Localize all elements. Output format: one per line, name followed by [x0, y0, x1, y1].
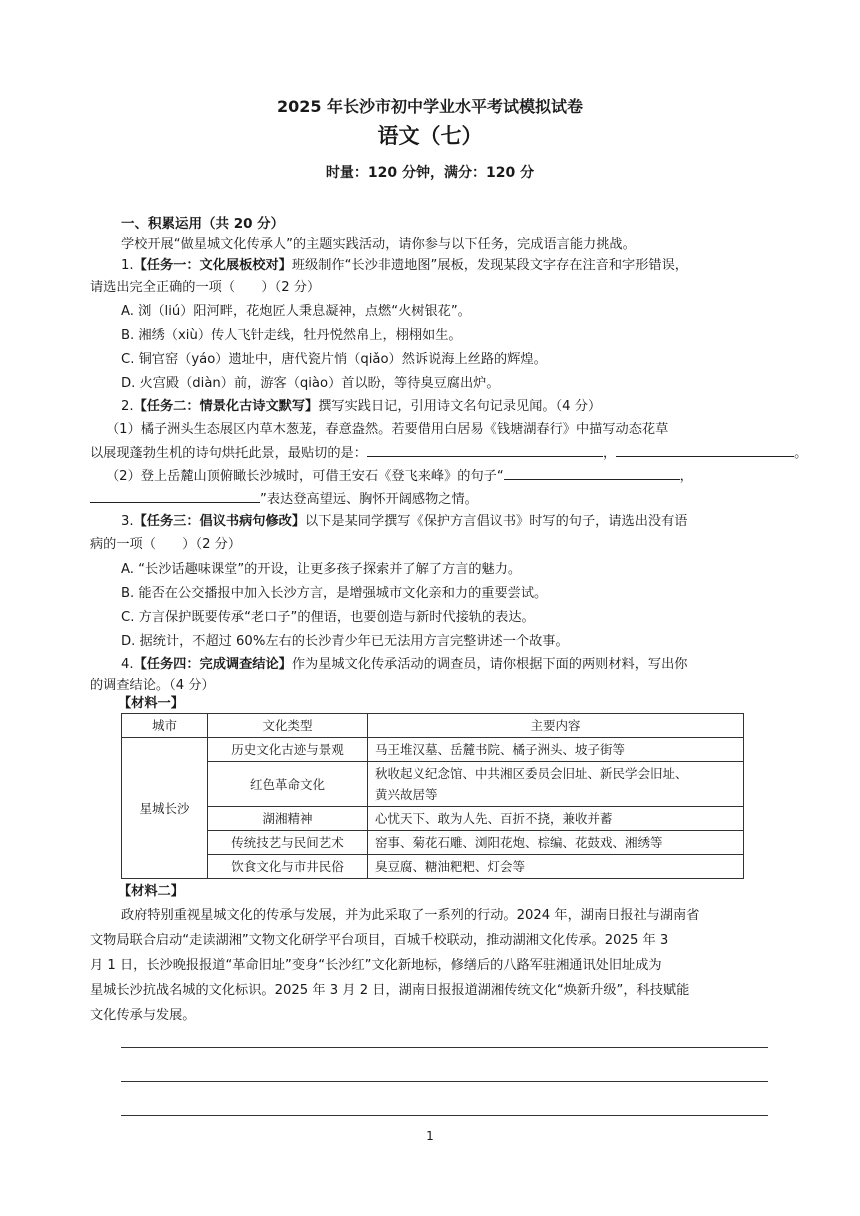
option-a: A. 浏（liú）阳河畔，花炮匠人秉息凝神，点燃“火树银花”。	[121, 304, 471, 319]
answer-blank[interactable]	[616, 443, 794, 457]
answer-line[interactable]	[121, 1047, 768, 1048]
question-1-stem	[121, 256, 688, 276]
material-1-label: 【材料一】	[118, 696, 184, 711]
culture-table	[121, 713, 744, 879]
answer-blank[interactable]	[367, 443, 603, 457]
table-row	[122, 738, 744, 762]
section-intro: 学校开展“做星城文化传承人”的主题实践活动，请你参与以下任务，完成语言能力挑战。	[121, 237, 636, 252]
question-text: 以下是某同学撰写《保护方言倡议书》时写的句子，请选出没有语	[305, 514, 688, 529]
table-content-cell: 秋收起义纪念馆、中共湘区委员会旧址、新民学会旧址、 黄兴故居等	[368, 762, 744, 807]
table-header-row	[122, 714, 744, 738]
table-type-cell: 湖湘精神	[208, 807, 368, 831]
exam-title: 2025 年长沙市初中学业水平考试模拟试卷	[276, 97, 584, 116]
question-tag: 【任务一：文化展板校对】	[133, 258, 292, 273]
section-heading: 一、积累运用（共 20 分）	[121, 216, 285, 232]
question-3-stem	[121, 512, 687, 532]
question-tag: 【任务二：情景化古诗文默写】	[133, 399, 319, 414]
exam-subject: 语文（七）	[377, 124, 483, 148]
table-type-cell: 红色革命文化	[208, 762, 368, 807]
table-type-cell: 传统技艺与民间艺术	[208, 831, 368, 855]
table-content-cell: 心忧天下、敢为人先、百折不挠，兼收并蓄	[368, 807, 744, 831]
option-b: B. 能否在公交播报中加入长沙方言，是增强城市文化亲和力的重要尝试。	[121, 586, 548, 601]
option-c: C. 方言保护既要传承“老口子”的俚语，也要创造与新时代接轨的表达。	[121, 610, 535, 625]
question-number: 2.	[121, 399, 134, 414]
table-row	[122, 807, 744, 831]
question-number: 4.	[121, 657, 134, 672]
question-number: 1.	[121, 258, 134, 273]
option-b: B. 湘绣（xiù）传人飞针走线，牡丹悦然帛上，栩栩如生。	[121, 328, 462, 343]
material-2-line: 星城长沙抗战名城的文化标识。2025 年 3 月 2 日，湖南日报报道湖湘传统文化“焕新升级”，科技赋能	[90, 983, 690, 998]
table-city-cell: 星城长沙	[122, 738, 208, 879]
question-text: 撰写实践日记，引用诗文名句记录见闻。（4 分）	[318, 399, 602, 414]
question-text: 班级制作“长沙非遗地图”展板，发现某段文字存在注音和字形错误，	[291, 258, 688, 273]
question-tag: 【任务三：倡议书病句修改】	[133, 514, 306, 529]
table-row	[122, 762, 744, 807]
answer-blank[interactable]	[504, 466, 680, 480]
answer-line[interactable]	[121, 1115, 768, 1116]
exam-meta: 时量：120 分钟，满分：120 分	[325, 165, 535, 181]
question-3-stem-cont: 病的一项（ ）（2 分）	[90, 537, 242, 552]
table-content-cell: 马王堆汉墓、岳麓书院、橘子洲头、坡子街等	[368, 738, 744, 762]
answer-line[interactable]	[121, 1081, 768, 1082]
question-4-stem-cont: 的调查结论。（4 分）	[90, 678, 215, 693]
option-c: C. 铜官窑（yáo）遗址中，唐代瓷片悄（qiǎo）然诉说海上丝路的辉煌。	[121, 352, 547, 367]
table-header: 城市	[122, 714, 208, 738]
table-content-cell: 臭豆腐、糖油粑粑、灯会等	[368, 855, 744, 879]
question-1-stem-cont: 请选出完全正确的一项（ ）（2 分）	[90, 280, 321, 295]
question-tag: 【任务四：完成调查结论】	[133, 657, 292, 672]
question-number: 3.	[121, 514, 134, 529]
option-a: A. “长沙话趣味课堂”的开设，让更多孩子探索并了解了方言的魅力。	[121, 562, 522, 577]
table-row	[122, 855, 744, 879]
table-type-cell: 历史文化古迹与景观	[208, 738, 368, 762]
question-text: 作为星城文化传承活动的调查员，请你根据下面的两则材料，写出你	[291, 657, 688, 672]
table-header: 主要内容	[368, 714, 744, 738]
material-2-label: 【材料二】	[118, 884, 184, 899]
material-2-line: 政府特别重视星城文化的传承与发展，并为此采取了一系列的行动。2024 年，湖南日报社与湖南省	[121, 908, 700, 923]
option-d: D. 火宫殿（diàn）前，游客（qiào）首以盼，等待臭豆腐出炉。	[121, 376, 500, 391]
question-2-part-2: （2）登上岳麓山顶俯瞰长沙城时，可借王安石《登飞来峰》的句子“ ，	[106, 466, 693, 487]
option-d: D. 据统计，不超过 60%左右的长沙青少年已无法用方言完整讲述一个故事。	[121, 634, 569, 649]
material-2-line: 文物局联合启动“走读湖湘”文物文化研学平台项目，百城千校联动，推动湖湘文化传承。2025 年 3	[90, 933, 669, 948]
question-4-stem	[121, 655, 687, 675]
page-number: 1	[426, 1129, 434, 1143]
material-2-line: 文化传承与发展。	[90, 1008, 196, 1023]
answer-blank[interactable]	[90, 489, 260, 503]
material-2-line: 月 1 日，长沙晚报报道“革命旧址”变身“长沙红”文化新地标，修缮后的八路军驻湘通讯处旧址成为	[90, 958, 662, 973]
question-2-stem	[121, 397, 601, 417]
question-2-part-1: （1）橘子洲头生态展区内草木葱茏，春意盎然。若要借用白居易《钱塘湖春行》中描写动态花草	[106, 422, 669, 437]
table-content-cell: 窑事、菊花石雕、浏阳花炮、棕编、花鼓戏、湘绣等	[368, 831, 744, 855]
table-row	[122, 831, 744, 855]
question-2-part-2-cont: ”表达登高望远、胸怀开阔感物之情。	[90, 489, 478, 510]
table-type-cell: 饮食文化与市井民俗	[208, 855, 368, 879]
question-2-part-1-cont: 以展现蓬勃生机的诗句烘托此景，最贴切的是： ， 。	[90, 443, 807, 464]
table-header: 文化类型	[208, 714, 368, 738]
